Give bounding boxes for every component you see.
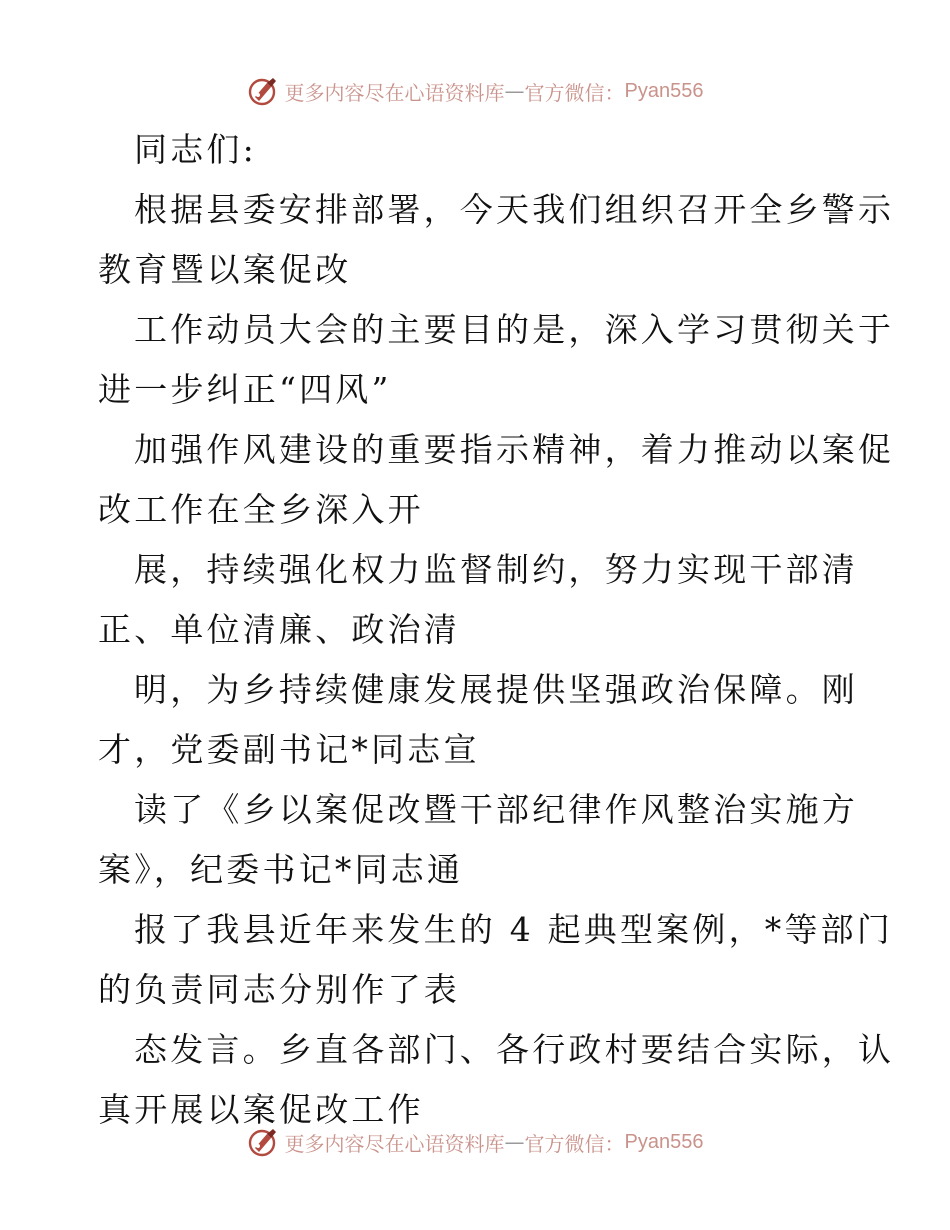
watermark-wechat-id: Pyan556: [624, 79, 704, 102]
text-line: 才，党委副书记*同志宣: [98, 730, 480, 769]
text-line: 读了《乡以案促改暨干部纪律作风整治实施方: [134, 790, 858, 829]
pen-logo-icon: [247, 1126, 279, 1158]
text-line: 展，持续强化权力监督制约，努力实现干部清: [134, 550, 858, 589]
watermark-brand-text: 更多内容尽在心语资料库: [284, 1131, 505, 1156]
header-watermark: [0, 71, 950, 111]
watermark-wechat-id: Pyan556: [624, 1130, 704, 1153]
salutation: 同志们:: [134, 130, 257, 169]
watermark-brand-text: 更多内容尽在心语资料库: [284, 80, 505, 105]
text-line: 进一步纠正“四风”: [98, 370, 392, 409]
text-line: 态发言。乡直各部门、各行政村要结合实际，认: [134, 1030, 895, 1069]
text-line: 的负责同志分别作了表: [98, 970, 460, 1009]
text-line: 教育暨以案促改: [98, 250, 352, 289]
text-line: 明，为乡持续健康发展提供坚强政治保障。刚: [134, 670, 858, 709]
text-line: 报了我县近年来发生的 4 起典型案例，*等部门: [134, 910, 894, 949]
watermark-dash: —: [504, 79, 525, 103]
text-line: 加强作风建设的重要指示精神，着力推动以案促: [134, 430, 895, 469]
text-line: 根据县委安排部署，今天我们组织召开全乡警示: [134, 190, 895, 229]
text-line: 真开展以案促改工作: [98, 1090, 424, 1129]
watermark-wechat-label: 官方微信：: [524, 1131, 625, 1156]
text-line: 案》，纪委书记*同志通: [98, 850, 464, 889]
watermark-wechat-label: 官方微信：: [524, 80, 625, 105]
pen-logo-icon: [247, 75, 279, 107]
text-line: 改工作在全乡深入开: [98, 490, 424, 529]
footer-watermark: [0, 1122, 950, 1162]
text-line: 正、单位清廉、政治清: [98, 610, 460, 649]
watermark-dash: —: [504, 1130, 525, 1154]
document-body: [98, 120, 895, 1140]
text-line: 工作动员大会的主要目的是，深入学习贯彻关于: [134, 310, 895, 349]
